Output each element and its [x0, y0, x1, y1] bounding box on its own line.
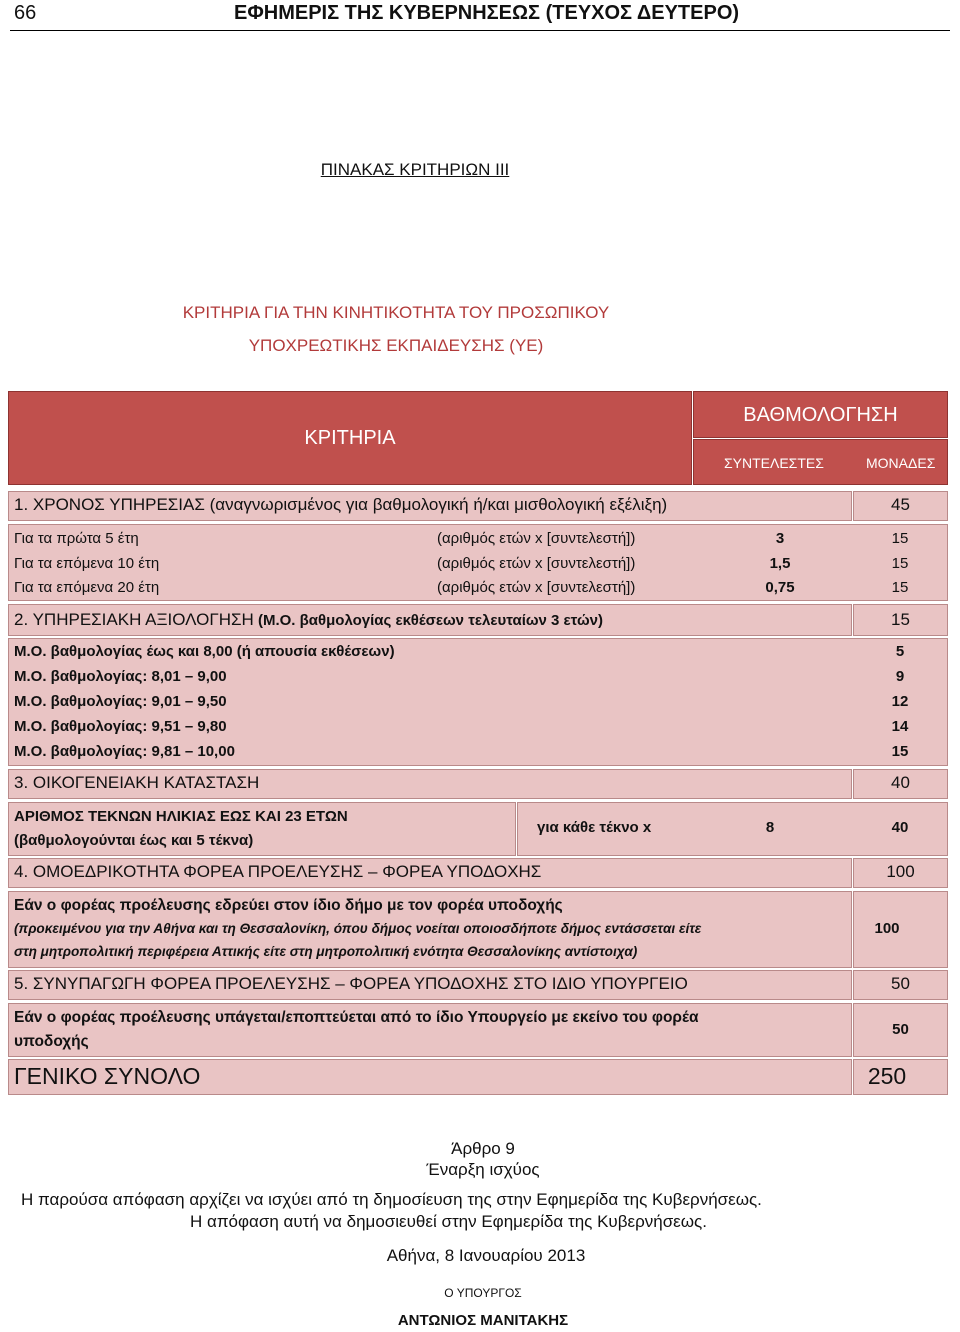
s1-row-3-label: Για τα επόμενα 20 έτη	[14, 579, 160, 596]
s3-coef: 8	[765, 819, 775, 836]
section-1-points: 45	[891, 495, 910, 514]
s1-row-3-formula: (αριθμός ετών x [συντελεστή])	[437, 579, 636, 596]
s4-units: 100	[874, 920, 900, 937]
s2-row-2-units: 9	[895, 668, 905, 685]
s3-line-2: (βαθμολογούνται έως και 5 τέκνα)	[14, 832, 254, 849]
table-title: ΠΙΝΑΚΑΣ ΚΡΙΤΗΡΙΩΝ ΙΙΙ	[320, 160, 510, 179]
s1-row-1-coef: 3	[775, 530, 785, 547]
total-points: 250	[867, 1063, 907, 1089]
s2-row-4-label: Μ.Ο. βαθμολογίας: 9,51 – 9,80	[14, 718, 227, 735]
section-5-points: 50	[891, 974, 910, 993]
s2-row-2-label: Μ.Ο. βαθμολογίας: 8,01 – 9,00	[14, 668, 227, 685]
paragraph-2: Η απόφαση αυτή να δημοσιευθεί στην Εφημερίδα της Κυβερνήσεως.	[190, 1212, 707, 1231]
s3-line-1: ΑΡΙΘΜΟΣ ΤΕΚΝΩΝ ΗΛΙΚΙΑΣ ΕΩΣ ΚΑΙ 23 ΕΤΩΝ	[14, 808, 348, 825]
s2-row-5-label: Μ.Ο. βαθμολογίας: 9,81 – 10,00	[14, 743, 235, 760]
s4-line-3: στη μητροπολιτική περιφέρεια Αττικής είτε στη μητροπολιτική ενότητα Θεσσαλονίκης αντίστοιχα)	[14, 944, 638, 959]
units-header-label: ΜΟΝΑΔΕΣ	[866, 455, 936, 471]
s4-line-2: (προκειμένου για την Αθήνα και τη Θεσσαλονίκη, όπου δήμος νοείται οποιοσδήποτε δήμος εντάσσεται είτε	[14, 921, 702, 936]
section-3-title: 3. ΟΙΚΟΓΕΝΕΙΑΚΗ ΚΑΤΑΣΤΑΣΗ	[14, 773, 260, 792]
subtitle-line-2: ΥΠΟΧΡΕΩΤΙΚΗΣ ΕΚΠΑΙΔΕΥΣΗΣ (ΥΕ)	[248, 336, 544, 355]
scoring-header-label: ΒΑΘΜΟΛΟΓΗΣΗ	[743, 404, 898, 426]
s2-row-3-units: 12	[891, 693, 909, 710]
s2-row-1-label: Μ.Ο. βαθμολογίας έως και 8,00 (ή απουσία εκθέσεων)	[14, 643, 395, 660]
section-1-title: 1. ΧΡΟΝΟΣ ΥΠΗΡΕΣΙΑΣ (αναγνωρισμένος για βαθμολογική ή/και μισθολογική εξέλιξη)	[14, 495, 668, 514]
s3-per-child: για κάθε τέκνο x	[537, 819, 652, 836]
s2-row-1-units: 5	[895, 643, 905, 660]
section-3-points: 40	[891, 773, 910, 792]
section-2-title-rest: (Μ.Ο. βαθμολογίας εκθέσεων τελευταίων 3 ετών)	[253, 612, 603, 629]
gazette-title: ΕΦΗΜΕΡΙΣ ΤΗΣ ΚΥΒΕΡΝΗΣΕΩΣ (ΤΕΥΧΟΣ ΔΕΥΤΕΡΟ)	[234, 2, 740, 24]
signatory-role: Ο ΥΠΟΥΡΓΟΣ	[444, 1286, 522, 1300]
header-divider	[10, 30, 950, 31]
section-5-title: 5. ΣΥΝΥΠΑΓΩΓΗ ΦΟΡΕΑ ΠΡΟΕΛΕΥΣΗΣ – ΦΟΡΕΑ ΥΠΟΔΟΧΗΣ ΣΤΟ ΙΔΙΟ ΥΠΟΥΡΓΕΙΟ	[14, 974, 688, 993]
s4-line-1: Εάν ο φορέας προέλευσης εδρεύει στον ίδιο δήμο με τον φορέα υποδοχής	[14, 897, 563, 914]
page-number: 66	[14, 2, 37, 24]
s2-row-3-label: Μ.Ο. βαθμολογίας: 9,01 – 9,50	[14, 693, 227, 710]
subtitle-line-1: ΚΡΙΤΗΡΙΑ ΓΙΑ ΤΗΝ ΚΙΝΗΤΙΚΟΤΗΤΑ ΤΟΥ ΠΡΟΣΩΠΙΚΟΥ	[182, 303, 610, 322]
s5-line-1: Εάν ο φορέας προέλευσης υπάγεται/εποπτεύεται από το ίδιο Υπουργείο με εκείνο του φορέα	[14, 1009, 699, 1026]
s1-row-3-units: 15	[891, 579, 909, 596]
criteria-header-label: ΚΡΙΤΗΡΙΑ	[304, 427, 396, 449]
s1-row-1-formula: (αριθμός ετών x [συντελεστή])	[437, 530, 636, 547]
coefficients-header-label: ΣΥΝΤΕΛΕΣΤΕΣ	[724, 455, 824, 471]
s2-row-5-units: 15	[891, 743, 909, 760]
s1-row-2-units: 15	[891, 555, 909, 572]
article-number: Άρθρο 9	[451, 1139, 515, 1158]
s5-units: 50	[892, 1021, 909, 1038]
total-label: ΓΕΝΙΚΟ ΣΥΝΟΛΟ	[14, 1063, 201, 1089]
paragraph-1: Η παρούσα απόφαση αρχίζει να ισχύει από τη δημοσίευση της στην Εφημερίδα της Κυβερνήσεως.	[21, 1190, 762, 1209]
s5-line-2: υποδοχής	[14, 1033, 89, 1050]
place-date: Αθήνα, 8 Ιανουαρίου 2013	[386, 1246, 586, 1265]
s2-row-4-units: 14	[891, 718, 909, 735]
s1-row-2-formula: (αριθμός ετών x [συντελεστή])	[437, 555, 636, 572]
article-title: Έναρξη ισχύος	[426, 1160, 540, 1179]
signatory-name: ΑΝΤΩΝΙΟΣ ΜΑΝΙΤΑΚΗΣ	[397, 1312, 569, 1329]
s1-row-1-label: Για τα πρώτα 5 έτη	[14, 530, 139, 547]
section-2-title	[14, 610, 603, 630]
s1-row-3-coef: 0,75	[765, 579, 795, 596]
s1-row-2-label: Για τα επόμενα 10 έτη	[14, 555, 160, 572]
s1-row-2-coef: 1,5	[769, 555, 791, 572]
s3-units: 40	[891, 819, 909, 836]
s1-row-1-units: 15	[891, 530, 909, 547]
section-2-points: 15	[891, 610, 910, 629]
section-4-title: 4. ΟΜΟΕΔΡΙΚΟΤΗΤΑ ΦΟΡΕΑ ΠΡΟΕΛΕΥΣΗΣ – ΦΟΡΕΑ ΥΠΟΔΟΧΗΣ	[14, 862, 542, 881]
section-2-title-prefix: 2. ΥΠΗΡΕΣΙΑΚΗ ΑΞΙΟΛΟΓΗΣΗ	[14, 610, 254, 629]
section-4-points: 100	[886, 862, 915, 881]
